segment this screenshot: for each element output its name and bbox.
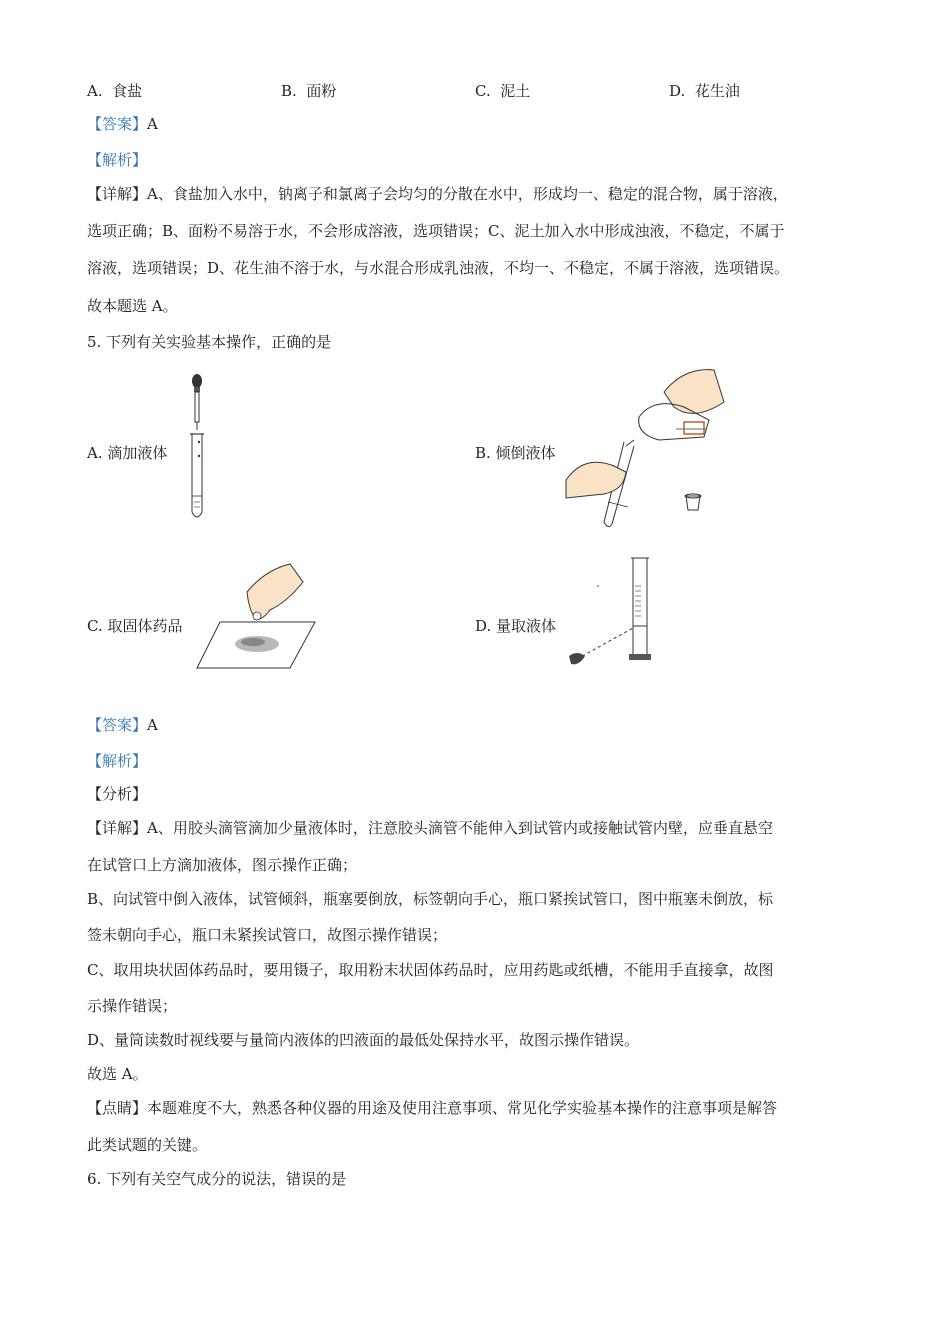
q4-analysis-tag: 【解析】 [87,151,148,169]
q5-option-b-label: B. 倾倒液体 [475,444,556,462]
q4-option-b: B. 面粉 [281,82,337,100]
q6-stem: 6. 下列有关空气成分的说法，错误的是 [87,1170,347,1188]
q5-conclusion: 故选 A。 [87,1065,148,1083]
q5-analysis-tag: 【解析】 [87,752,148,770]
q4-conclusion: 故本题选 A。 [87,297,178,315]
q4-detail-line-1: 【详解】A、食盐加入水中，钠离子和氯离子会均匀的分散在水中，形成均一、稳定的混合物，属于溶液， [87,185,788,203]
q4-detail-line-2: 选项正确；B、面粉不易溶于水，不会形成溶液，选项错误；C、泥土加入水中形成浊液，不稳定，不属于 [87,222,785,240]
pouring-liquid-figure [564,362,734,532]
q5-detail-line-1: 【详解】A、用胶头滴管滴加少量液体时，注意胶头滴管不能伸入到试管内或接触试管内壁，应垂直悬空 [87,819,773,837]
q5-option-d-label: D. 量取液体 [475,617,557,635]
q5-dianjing-line-2: 此类试题的关键。 [87,1136,208,1154]
q5-fenxi-tag: 【分析】 [87,785,148,803]
q5-stem: 5. 下列有关实验基本操作，正确的是 [87,333,332,351]
q5-option-a-label: A. 滴加液体 [87,444,168,462]
q4-detail-line-3: 溶液，选项错误；D、花生油不溶于水，与水混合形成乳浊液，不均一、不稳定，不属于溶液，选项错误。 [87,259,790,277]
dropper-test-tube-figure [182,372,222,528]
q5-dianjing-line-1: 【点睛】本题难度不大，熟悉各种仪器的用途及使用注意事项、常见化学实验基本操作的注意事项是解答 [87,1099,778,1117]
q5-detail-line-4: 签未朝向手心，瓶口未紧挨试管口，故图示操作错误； [87,926,448,944]
q5-detail-line-7: D、量筒读数时视线要与量筒内液体的凹液面的最低处保持水平，故图示操作错误。 [87,1031,640,1049]
q4-answer: 【答案】A [87,115,158,133]
q5-detail-line-3: B、向试管中倒入液体，试管倾斜，瓶塞要倒放，标签朝向手心，瓶口紧挨试管口，图中瓶塞未倒放，标 [87,890,774,908]
q4-option-d: D. 花生油 [669,82,740,100]
q5-answer: 【答案】A [87,716,158,734]
q5-detail-line-2: 在试管口上方滴加液体，图示操作正确； [87,856,358,874]
q5-detail-line-5: C、取用块状固体药品时，要用镊子，取用粉末状固体药品时，应用药匙或纸槽，不能用手直接拿，故图 [87,961,774,979]
graduated-cylinder-figure [563,556,673,672]
solid-by-hand-figure [195,562,320,672]
q4-option-c: C. 泥土 [475,82,531,100]
q5-option-c-label: C. 取固体药品 [87,617,183,635]
q5-detail-line-6: 示操作错误； [87,997,178,1015]
q4-option-a: A. 食盐 [87,82,143,100]
